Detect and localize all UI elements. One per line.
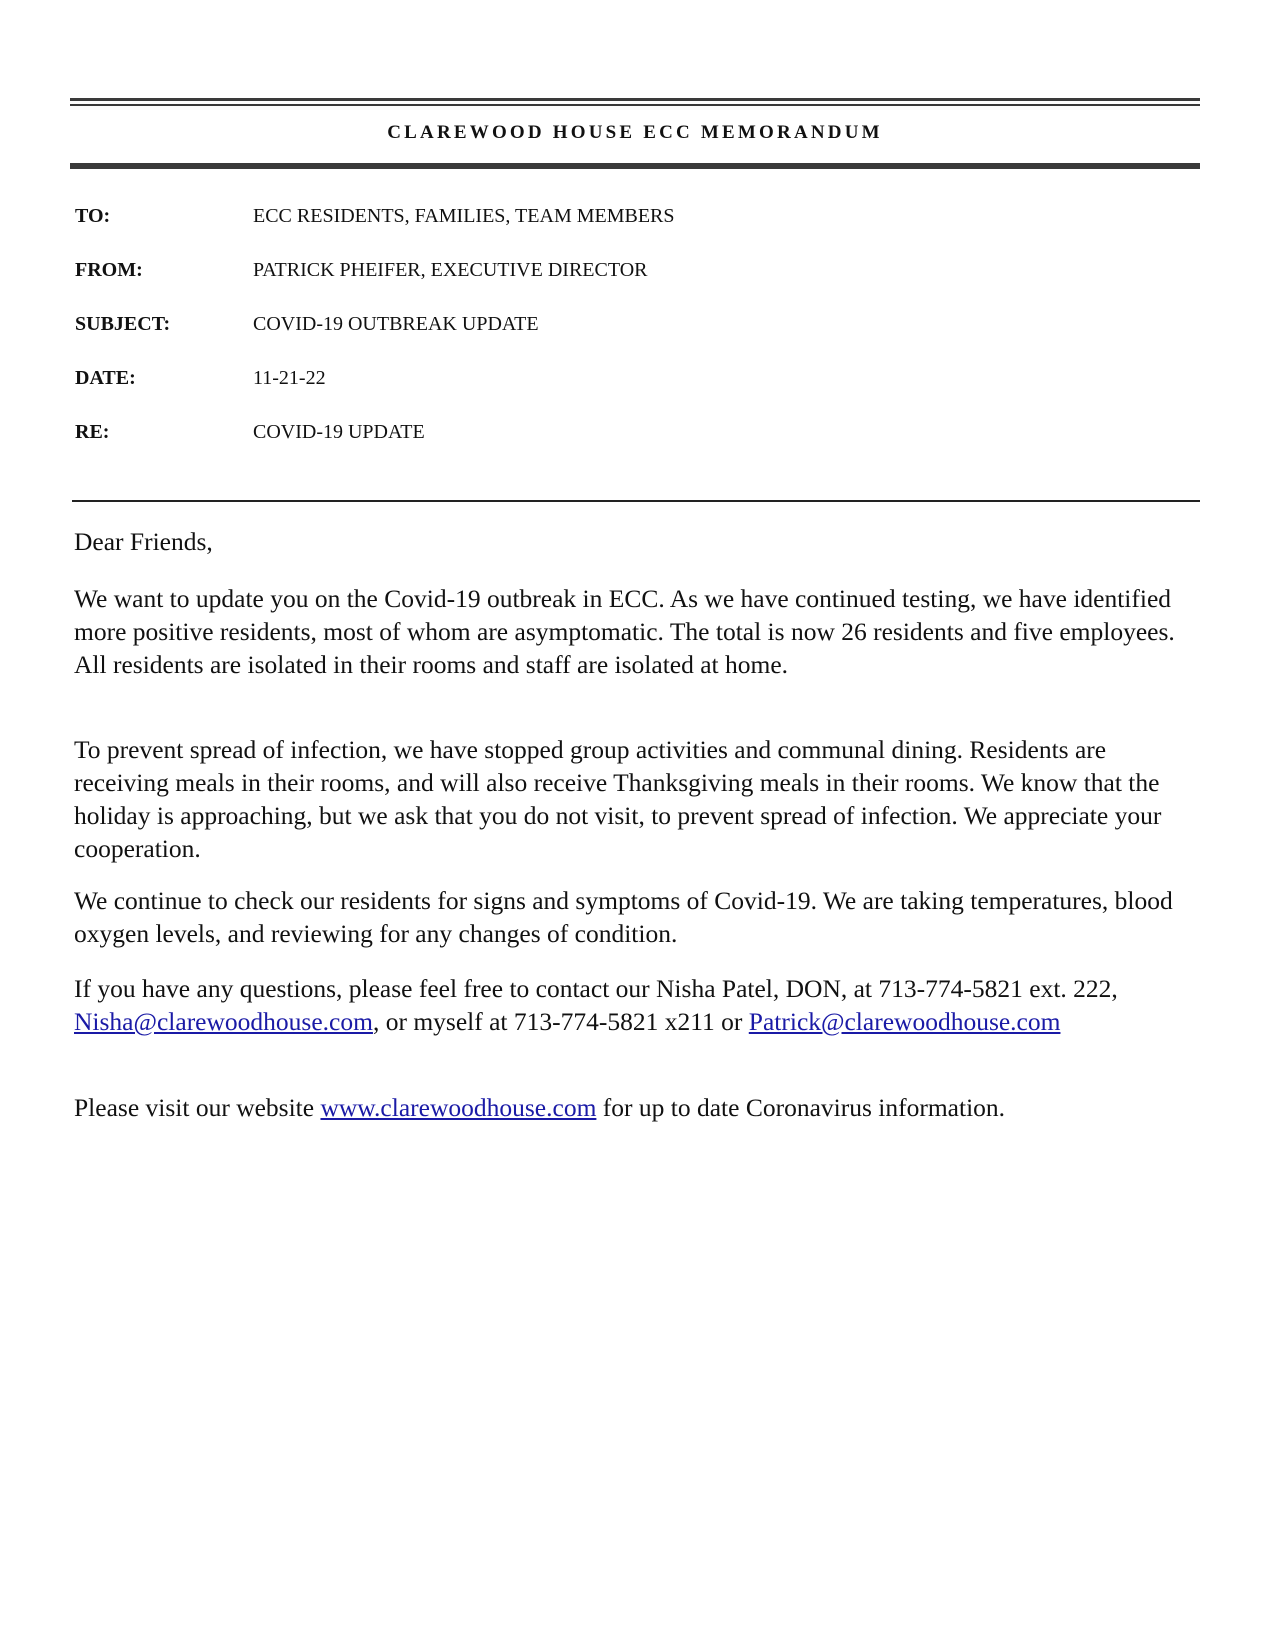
greeting — [74, 525, 1204, 558]
header-label: FROM: — [75, 259, 143, 281]
header-label: DATE: — [75, 367, 136, 389]
memo-title: CLAREWOOD HOUSE ECC MEMORANDUM — [387, 122, 883, 143]
paragraph-text: We continue to check our residents for signs and symptoms of Covid-19. We are taking temperatures, blood oxygen levels, and reviewing for any changes of condition. — [74, 886, 1173, 948]
paragraph-text — [74, 972, 1204, 1038]
contact-text: If you have any questions, please feel free to contact our Nisha Patel, DON, at 713-774-5821 ext. 222, — [74, 974, 1118, 1003]
paragraph-monitoring — [74, 884, 1204, 950]
paragraph-prevention — [74, 733, 1204, 865]
header-label: SUBJECT: — [75, 313, 171, 335]
greeting-text: Dear Friends, — [74, 527, 213, 556]
nisha-email-link[interactable]: Nisha@clarewoodhouse.com — [74, 1007, 373, 1036]
website-link[interactable]: www.clarewoodhouse.com — [320, 1093, 597, 1122]
paragraph-contact — [74, 972, 1204, 1038]
header-divider — [72, 500, 1200, 502]
top-double-rule-lower — [70, 104, 1200, 106]
paragraph-website — [74, 1091, 1204, 1124]
paragraph-text — [74, 1091, 1204, 1124]
header-value: PATRICK PHEIFER, EXECUTIVE DIRECTOR — [253, 259, 648, 281]
header-label: TO: — [75, 205, 111, 227]
header-thick-rule — [70, 163, 1200, 169]
header-value: ECC RESIDENTS, FAMILIES, TEAM MEMBERS — [253, 205, 675, 227]
header-value: COVID-19 OUTBREAK UPDATE — [253, 313, 539, 335]
paragraph-outbreak-status — [74, 582, 1204, 681]
paragraph-text: To prevent spread of infection, we have stopped group activities and communal dining. Residents are receiving meals in their rooms, and will also receive Thanksgiving meals in their rooms. We know that the holiday is approaching, but we ask that you do not visit, to prevent spread of infection. We appreciate your cooperation. — [74, 735, 1162, 863]
contact-text: , or myself at 713-774-5821 x211 or — [372, 1007, 749, 1036]
website-text: for up to date Coronavirus information. — [596, 1093, 1006, 1122]
top-double-rule — [70, 98, 1200, 101]
paragraph-text: We want to update you on the Covid-19 outbreak in ECC. As we have continued testing, we have identified more positive residents, most of whom are asymptomatic. The total is now 26 residents and five employees. All residents are isolated in their rooms and staff are isolated at home. — [74, 584, 1175, 679]
header-value: COVID-19 UPDATE — [253, 421, 425, 443]
header-value: 11-21-22 — [253, 367, 326, 389]
patrick-email-link[interactable]: Patrick@clarewoodhouse.com — [748, 1007, 1061, 1036]
header-label: RE: — [75, 421, 110, 443]
website-text: Please visit our website — [74, 1093, 321, 1122]
